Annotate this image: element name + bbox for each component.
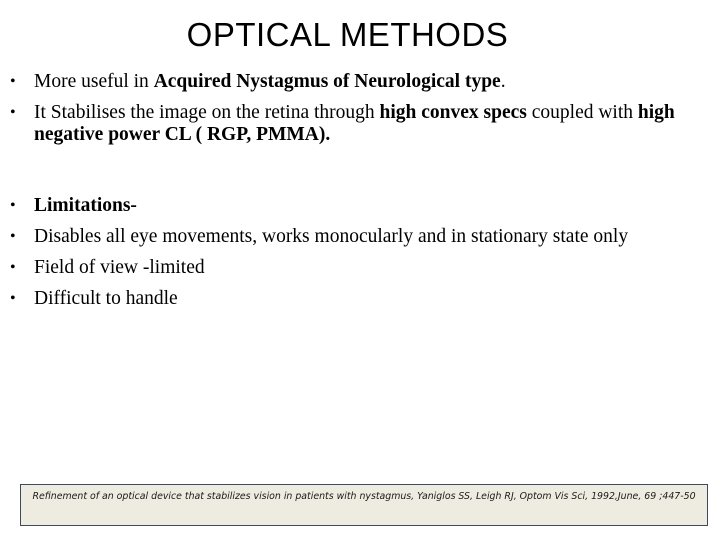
bullet-icon: • — [10, 228, 16, 245]
list-item — [0, 257, 720, 279]
bullet-text-prefix: More useful in — [34, 71, 154, 92]
bullet-icon: • — [10, 290, 16, 307]
list-item — [0, 288, 720, 310]
list-item — [0, 195, 720, 217]
bullet-text-bold: high negative power CL ( RGP, PMMA). — [34, 102, 675, 145]
bullet-text-prefix: It Stabilises the image on the retina through — [34, 102, 380, 123]
list-item — [0, 102, 720, 146]
bullet-text-bold: high convex specs — [379, 102, 527, 123]
bullet-text-middle: coupled with — [526, 102, 638, 123]
limitations-heading: Limitations- — [34, 195, 137, 216]
bullet-icon: • — [10, 197, 16, 214]
bullet-text: Difficult to handle — [34, 288, 178, 309]
list-item — [0, 226, 720, 248]
bullet-text-bold: Acquired Nystagmus of Neurological type — [153, 71, 501, 92]
citation-text: Refinement of an optical device that stabilizes vision in patients with nystagmus, Yaniglos SS, Leigh RJ, Optom Vis Sci, 1992,June, 69 ;447-50 — [32, 491, 696, 502]
bullet-text: Field of view -limited — [34, 257, 205, 278]
bullet-text: Disables all eye movements, works monocularly and in stationary state only — [34, 226, 629, 247]
citation-box — [20, 484, 708, 526]
bullet-list-bottom — [0, 195, 720, 319]
bullet-icon: • — [10, 104, 16, 121]
list-item — [0, 71, 720, 93]
bullet-icon: • — [10, 73, 16, 90]
page-title: OPTICAL METHODS — [186, 16, 509, 53]
bullet-icon: • — [10, 259, 16, 276]
bullet-list-top — [0, 71, 720, 155]
bullet-text-suffix: . — [500, 71, 506, 92]
